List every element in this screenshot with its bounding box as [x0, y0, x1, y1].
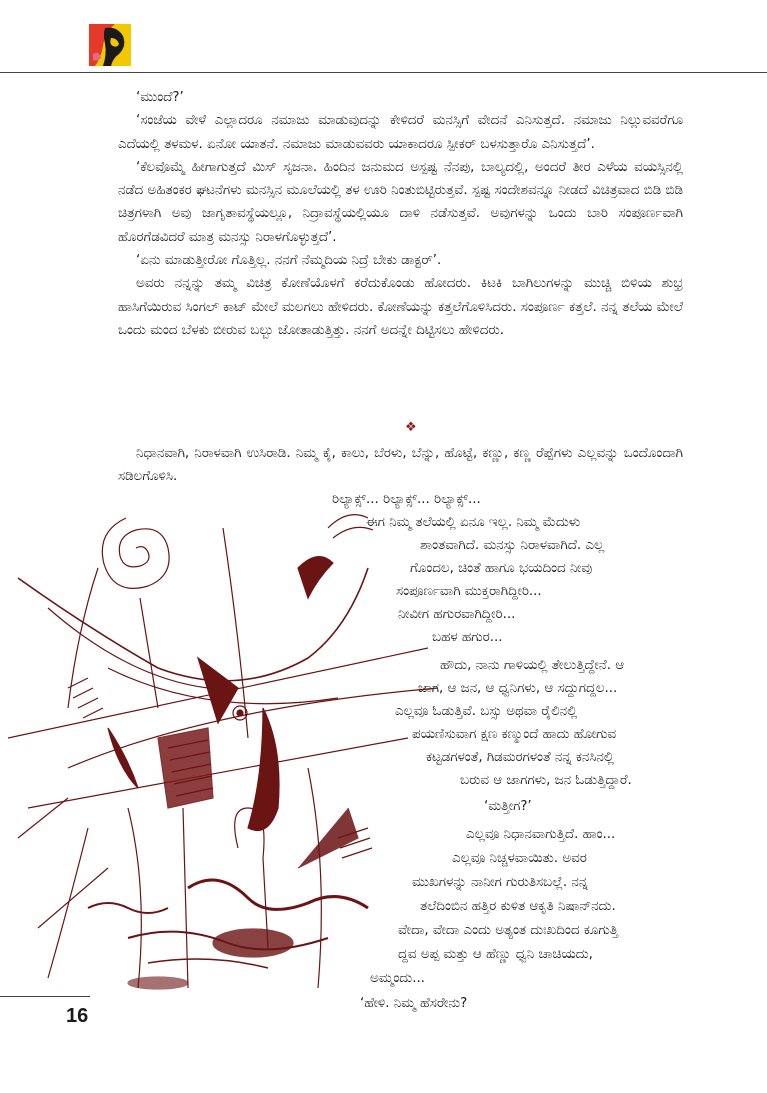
verse-line: ನೀವೀಗ ಹಗುರವಾಗಿದ್ದೀರಿ...: [398, 607, 516, 622]
verse-line: ಎಲ್ಲವೂ ಓಡುತ್ತಿವೆ. ಬಸ್ಸು ಅಥವಾ ರೈಲಿನಲ್ಲಿ: [395, 704, 578, 719]
verse-line: ಈಗ ನಿಮ್ಮ ತಲೆಯಲ್ಲಿ ಏನೂ ಇಲ್ಲ. ನಿಮ್ಮ ಮೆದುಳು: [366, 515, 581, 530]
header-rule: [0, 72, 767, 73]
verse-line: ಪಯಣಿಸುವಾಗ ಕ್ಷಣ ಕಣ್ಮುಂದೆ ಹಾದು ಹೋಗುವ: [412, 727, 617, 742]
verse-line: ತಲೆದಿಂಬಿನ ಹತ್ತಿರ ಕುಳಿತ ಆಕೃತಿ ನಿಷಾನ್‌ನದು.: [420, 899, 616, 914]
verse-line: ರಿಲ್ಯಾಕ್ಸ್... ರಿಲ್ಯಾಕ್ಸ್... ರಿಲ್ಯಾಕ್ಸ್...: [332, 492, 481, 507]
verse-line: ಜಾಗ, ಆ ಜನ, ಆ ಧ್ವನಿಗಳು, ಆ ಸದ್ದುಗದ್ದಲ...: [418, 681, 618, 696]
verse-line: ಎಲ್ಲವೂ ನಿಧಾನವಾಗುತ್ತಿದೆ. ಹಾಂ...: [466, 827, 616, 842]
paragraph: ‘ಸಂಜೆಯ ವೇಳೆ ಎಲ್ಲಾದರೂ ನಮಾಜು ಮಾಡುವುದನ್ನು ಕೇಳಿದರೆ ಮನಸ್ಸಿಗೆ ವೇದನೆ ಎನಿಸುತ್ತದೆ. ನಮಾಜು ನಿಲ್ಲುವವರೆಗೂ ಎದೆಯಲ್ಲಿ ತಳಮಳ. ಏನೋ ಯಾತನೆ. ನಮಾಜು ಮಾಡುವವರು ಯಾಕಾದರೂ ಸ್ಪೀಕರ್ ಬಳಸುತ್ತಾರೊ ಎನಿಸುತ್ತದೆ’.: [118, 113, 683, 152]
verse-line: ಅಮ್ಮಂದು...: [370, 971, 425, 986]
verse-line: ಗೊಂದಲ, ಚಿಂತೆ ಹಾಗೂ ಭಯದಿಂದ ನೀವು: [410, 561, 593, 576]
verse-line: ಬಹಳ ಹಗುರ...: [432, 630, 503, 645]
footer-rule: [0, 996, 90, 997]
paragraph: ‘ಏನು ಮಾಡುತ್ತೀರೋ ಗೊತ್ತಿಲ್ಲ. ನನಗೆ ನೆಮ್ಮದಿಯ ನಿದ್ರೆ ಬೇಕು ಡಾಕ್ಟರ್’.: [136, 253, 442, 269]
verse-line: ಹೌದು, ನಾನು ಗಾಳಿಯಲ್ಲಿ ತೇಲುತ್ತಿದ್ದೇನೆ. ಆ: [440, 658, 625, 673]
abstract-ink-illustration: [8, 508, 448, 998]
verse-line: ‘ಮತ್ತೀಗ?’: [484, 799, 532, 814]
verse-line: ‘ಹೇಳಿ. ನಿಮ್ಮ ಹೆಸರೇನು?: [360, 996, 468, 1011]
paragraph: ಅವರು ನನ್ನನ್ನು ತಮ್ಮ ವಿಚಿತ್ರ ಕೋಣೆಯೊಳಗೆ ಕರೆದುಕೊಂಡು ಹೋದರು. ಕಿಟಕಿ ಬಾಗಿಲುಗಳನ್ನು ಮುಚ್ಚಿ ಬಿಳಿಯ ಶುಭ್ರ ಹಾಸಿಗೆಯಿರುವ ಸಿಂಗಲ್ ಕಾಟ್ ಮೇಲೆ ಮಲಗಲು ಹೇಳಿದರು. ಕೋಣೆಯನ್ನು ಕತ್ತಲೆಗೊಳಿಸಿದರು. ಸಂಪೂರ್ಣ ಕತ್ತಲೆ. ನನ್ನ ತಲೆಯ ಮೇಲೆ ಒಂದು ಮಂದ ಬೆಳಕು ಬೀರುವ ಬಲ್ಬು ಜೋತಾಡುತ್ತಿತ್ತು. ನನಗೆ ಅದನ್ನೇ ದಿಟ್ಟಿಸಲು ಹೇಳಿದರು.: [118, 276, 683, 338]
section-separator: ❖: [405, 420, 417, 435]
verse-line: ಬರುವ ಆ ಜಾಗಗಳು, ಜನ ಓಡುತ್ತಿದ್ದಾರೆ.: [460, 773, 632, 788]
verse-line: ಮುಖಗಳನ್ನು ನಾನೀಗ ಗುರುತಿಸಬಲ್ಲೆ. ನನ್ನ: [412, 875, 589, 890]
magazine-logo: [89, 24, 131, 66]
body-text-continued: [118, 442, 683, 489]
verse-line: ಶಾಂತವಾಗಿದೆ. ಮನಸ್ಸು ನಿರಾಳವಾಗಿದೆ. ಎಲ್ಲ: [420, 538, 605, 553]
verse-line: ಎಲ್ಲವೂ ನಿಚ್ಚಳವಾಯಿತು. ಅವರ: [452, 851, 587, 866]
verse-line: ದ್ದವ ಅಪ್ಪ ಮತ್ತು ಆ ಹೆಣ್ಣು ಧ್ವನಿ ಚಾಚಿಯದು,: [398, 947, 593, 962]
verse-line: ವೇದಾ, ವೇದಾ ಎಂದು ಅತ್ಯಂತ ದುಃಖದಿಂದ ಕೂಗುತ್ತಿ: [398, 923, 619, 938]
paragraph: ‘ಕೆಲವೊಮ್ಮೆ ಹೀಗಾಗುತ್ತದೆ ಮಿಸ್ ಸೃಜನಾ. ಹಿಂದಿನ ಜನುಮದ ಅಸ್ಪಷ್ಟ ನೆನಪು, ಬಾಲ್ಯದಲ್ಲಿ, ಅಂದರೆ ತೀರ ಎಳೆಯ ವಯಸ್ಸಿನಲ್ಲಿ ನಡೆದ ಅಹಿತಂಕರ ಘಟನೆಗಳು ಮನಸ್ಸಿನ ಮೂಲೆಯಲ್ಲಿ ತಳ ಊರಿ ನಿಂತುಬಿಟ್ಟಿರುತ್ತವೆ. ಸ್ಪಷ್ಟ ಸಂದೇಶವನ್ನೂ ನೀಡದೆ ವಿಚಿತ್ರವಾದ ಬಿಡಿ ಬಿಡಿ ಚಿತ್ರಗಳಾಗಿ ಅವು ಜಾಗೃತಾವಸ್ಥೆಯಲ್ಲೂ, ನಿದ್ರಾವಸ್ಥೆಯಲ್ಲಿಯೂ ದಾಳಿ ನಡೆಸುತ್ತವೆ. ಅವುಗಳನ್ನು ಒಂದು ಬಾರಿ ಸಂಪೂರ್ಣವಾಗಿ ಹೊರಗೆಡವಿದರೆ ಮಾತ್ರ ಮನಸ್ಸು ನಿರಾಳಗೊಳ್ಳುತ್ತದೆ’.: [118, 159, 683, 245]
page-number: 16: [66, 1005, 89, 1027]
body-text: [118, 86, 683, 342]
verse-line: ಸಂಪೂರ್ಣವಾಗಿ ಮುಕ್ತರಾಗಿದ್ದೀರಿ...: [396, 584, 542, 599]
verse-line: ಕಟ್ಟಡಗಳಂತೆ, ಗಿಡಮರಗಳಂತೆ ನನ್ನ ಕನಸಿನಲ್ಲಿ: [426, 750, 614, 765]
paragraph: ‘ಮುಂದೆ?’: [136, 90, 184, 105]
paragraph: ನಿಧಾನವಾಗಿ, ನಿರಾಳವಾಗಿ ಉಸಿರಾಡಿ. ನಿಮ್ಮ ಕೈ, ಕಾಲು, ಬೆರಳು, ಬೆನ್ನು, ಹೊಟ್ಟೆ, ಕಣ್ಣು, ಕಣ್ಣ ರೆಪ್ಪೆಗಳು ಎಲ್ಲವನ್ನು ಒಂದೊಂದಾಗಿ ಸಡಿಲಗೊಳಿಸಿ.: [118, 446, 683, 485]
